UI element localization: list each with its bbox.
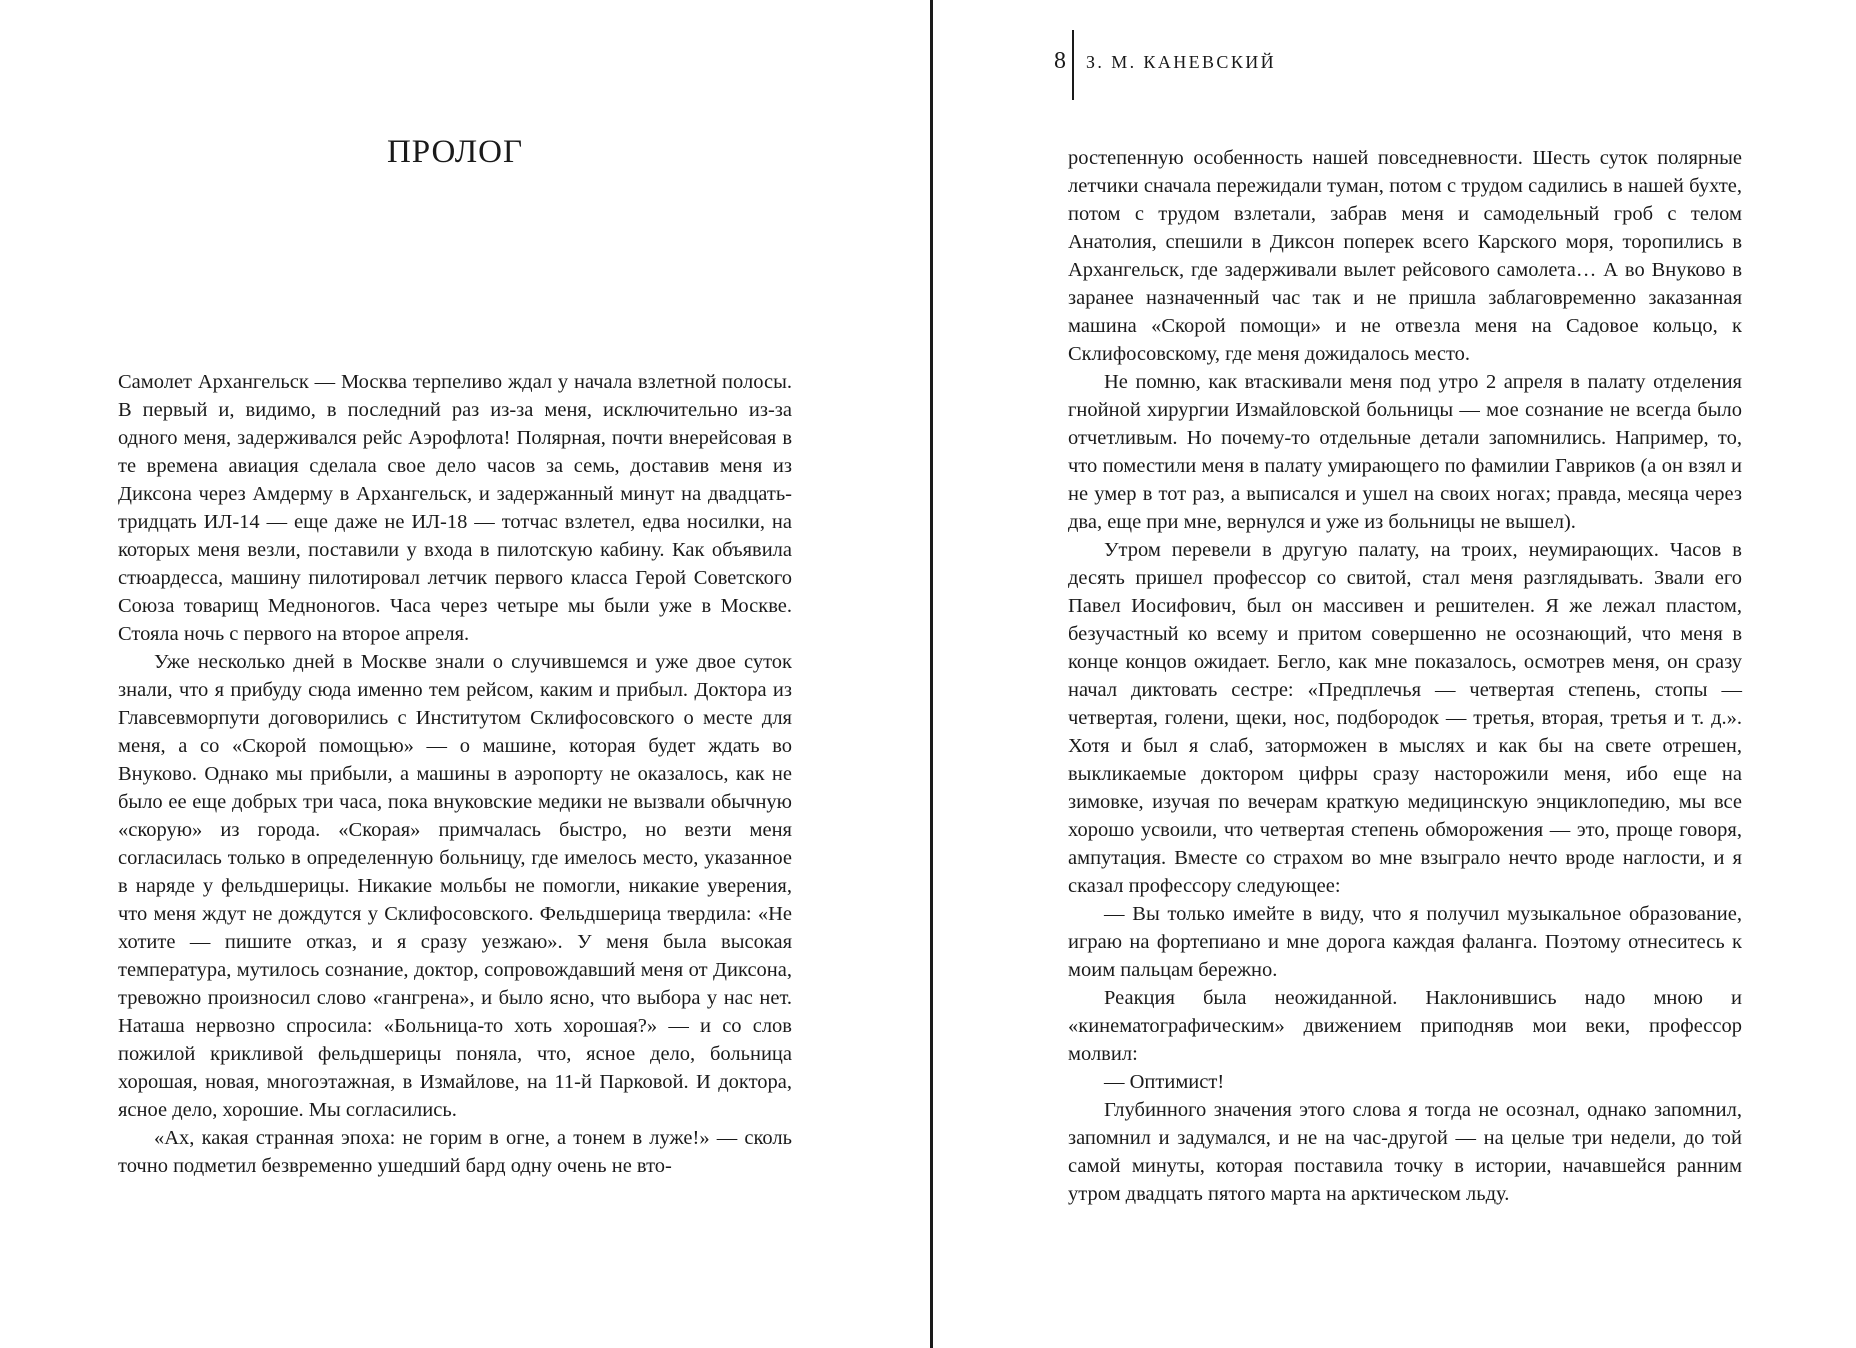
page-number: 8 [1054, 48, 1066, 74]
paragraph: Не помню, как втаскивали меня под утро 2 апреля в палату отделения гнойной хирургии Измайловской больницы — мое сознание не всегда было отчетливым. Но почему-то отдельные детали запомнились. Например, то, что поместили меня в палату умирающего по фамилии Гавриков (а он взял и не умер в тот раз, а выписался и ушел на своих ногах; правда, месяца через два, еще при мне, вернулся и уже из больницы не вышел). [1068, 371, 1742, 533]
paragraph: Самолет Архангельск — Москва терпеливо ждал у начала взлетной полосы. В первый и, видимо, в последний раз из-за меня, исключительно из-за одного меня, задерживался рейс Аэрофлота! Полярная, почти внерейсовая в те времена авиация сделала свое дело часов за семь, доставив меня из Диксона через Амдерму в Архангельск, и задержанный минут на двадцать-тридцать ИЛ-14 — еще даже не ИЛ-18 — тотчас взлетел, едва носилки, на которых меня везли, поставили у входа в пилотскую кабину. Как объявила стюардесса, машину пилотировал летчик первого класса Герой Советского Союза товарищ Медноногов. Часа через четыре мы были уже в Москве. Стояла ночь с первого на второе апреля. [118, 371, 792, 645]
left-page-body [118, 368, 792, 1180]
paragraph: Реакция была неожиданной. Наклонившись надо мною и «кинематографическим» движением приподняв мои веки, профессор молвил: [1068, 987, 1742, 1065]
paragraph: — Оптимист! [1104, 1071, 1225, 1093]
paragraph: Глубинного значения этого слова я тогда не осознал, однако запомнил, запомнил и задумался, и не на час-другой — на целые три недели, до той самой минуты, которая поставила точку в истории, начавшейся ранним утром двадцать пятого марта на арктическом льду. [1068, 1099, 1742, 1205]
running-head-divider [1072, 30, 1074, 100]
right-page-body [1068, 144, 1742, 1208]
right-page [936, 0, 1856, 1348]
paragraph: Утром перевели в другую палату, на троих, неумирающих. Часов в десять пришел профессор со свитой, стал меня разглядывать. Звали его Павел Иосифович, был он массивен и решителен. Я же лежал пластом, безучастный ко всему и притом совершенно не осознающий, что меня в конце концов ожидает. Бегло, как мне показалось, осмотрев меня, он сразу начал диктовать сестре: «Предплечья — четвертая степень, стопы — четвертая, голени, щеки, нос, подбородок — третья, вторая, третья и т. д.». Хотя и был я слаб, заторможен в мыслях и как бы на свете отрешен, выкликаемые доктором цифры сразу насторожили меня, ибо еще на зимовке, изучая по вечерам краткую медицинскую энциклопедию, мы все хорошо усвоили, что четвертая степень обморожения — это, проще говоря, ампутация. Вместе со страхом во мне взыграло нечто вроде наглости, и я сказал профессору следующее: [1068, 539, 1742, 897]
paragraph: ростепенную особенность нашей повседневности. Шесть суток полярные летчики сначала пережидали туман, потом с трудом садились в нашей бухте, потом с трудом взлетали, забрав меня и самодельный гроб с телом Анатолия, спешили в Диксон поперек всего Карского моря, торопились в Архангельск, где задерживали вылет рейсового самолета… А во Внуково в заранее назначенный час так и не пришла заблаговременно заказанная машина «Скорой помощи» и не отвезла меня на Садовое кольцо, к Склифосовскому, где меня дожидалось место. [1068, 147, 1742, 365]
paragraph: Уже несколько дней в Москве знали о случившемся и уже двое суток знали, что я прибуду сюда именно тем рейсом, каким и прибыл. Доктора из Главсевморпути договорились с Институтом Склифосовского о месте для меня, а со «Скорой помощью» — о машине, которая будет ждать во Внуково. Однако мы прибыли, а машины в аэропорту не оказалось, как не было ее еще добрых три часа, пока внуковские медики не вызвали обычную «скорую» из города. «Скорая» примчалась быстро, но везти меня согласилась только в определенную больницу, где имелось место, указанное в наряде у фельдшерицы. Никакие мольбы не помогли, никакие уверения, что меня ждут не дождутся у Склифосовского. Фельдшерица твердила: «Не хотите — пишите отказ, и я сразу уезжаю». У меня была высокая температура, мутилось сознание, доктор, сопровождавший меня от Диксона, тревожно произносил слово «гангрена», и было ясно, что выбора у нас нет. Наташа нервозно спросила: «Больница-то хоть хорошая?» — и со слов пожилой крикливой фельдшерицы поняла, что, ясное дело, больница хорошая, новая, многоэтажная, в Измайлове, на 11-й Парковой. И доктора, ясное дело, хорошие. Мы согласились. [118, 651, 792, 1121]
paragraph: «Ах, какая странная эпоха: не горим в огне, а тонем в луже!» — сколь точно подметил безвременно ушедший бард одну очень не вто- [118, 1127, 792, 1177]
page-gutter-divider [930, 0, 933, 1348]
chapter-title: ПРОЛОГ [386, 134, 524, 170]
paragraph: — Вы только имейте в виду, что я получил музыкальное образование, играю на фортепиано и мне дорога каждая фаланга. Поэтому отнеситесь к моим пальцам бережно. [1068, 903, 1742, 981]
author-name: З. М. КАНЕВСКИЙ [1086, 52, 1277, 72]
